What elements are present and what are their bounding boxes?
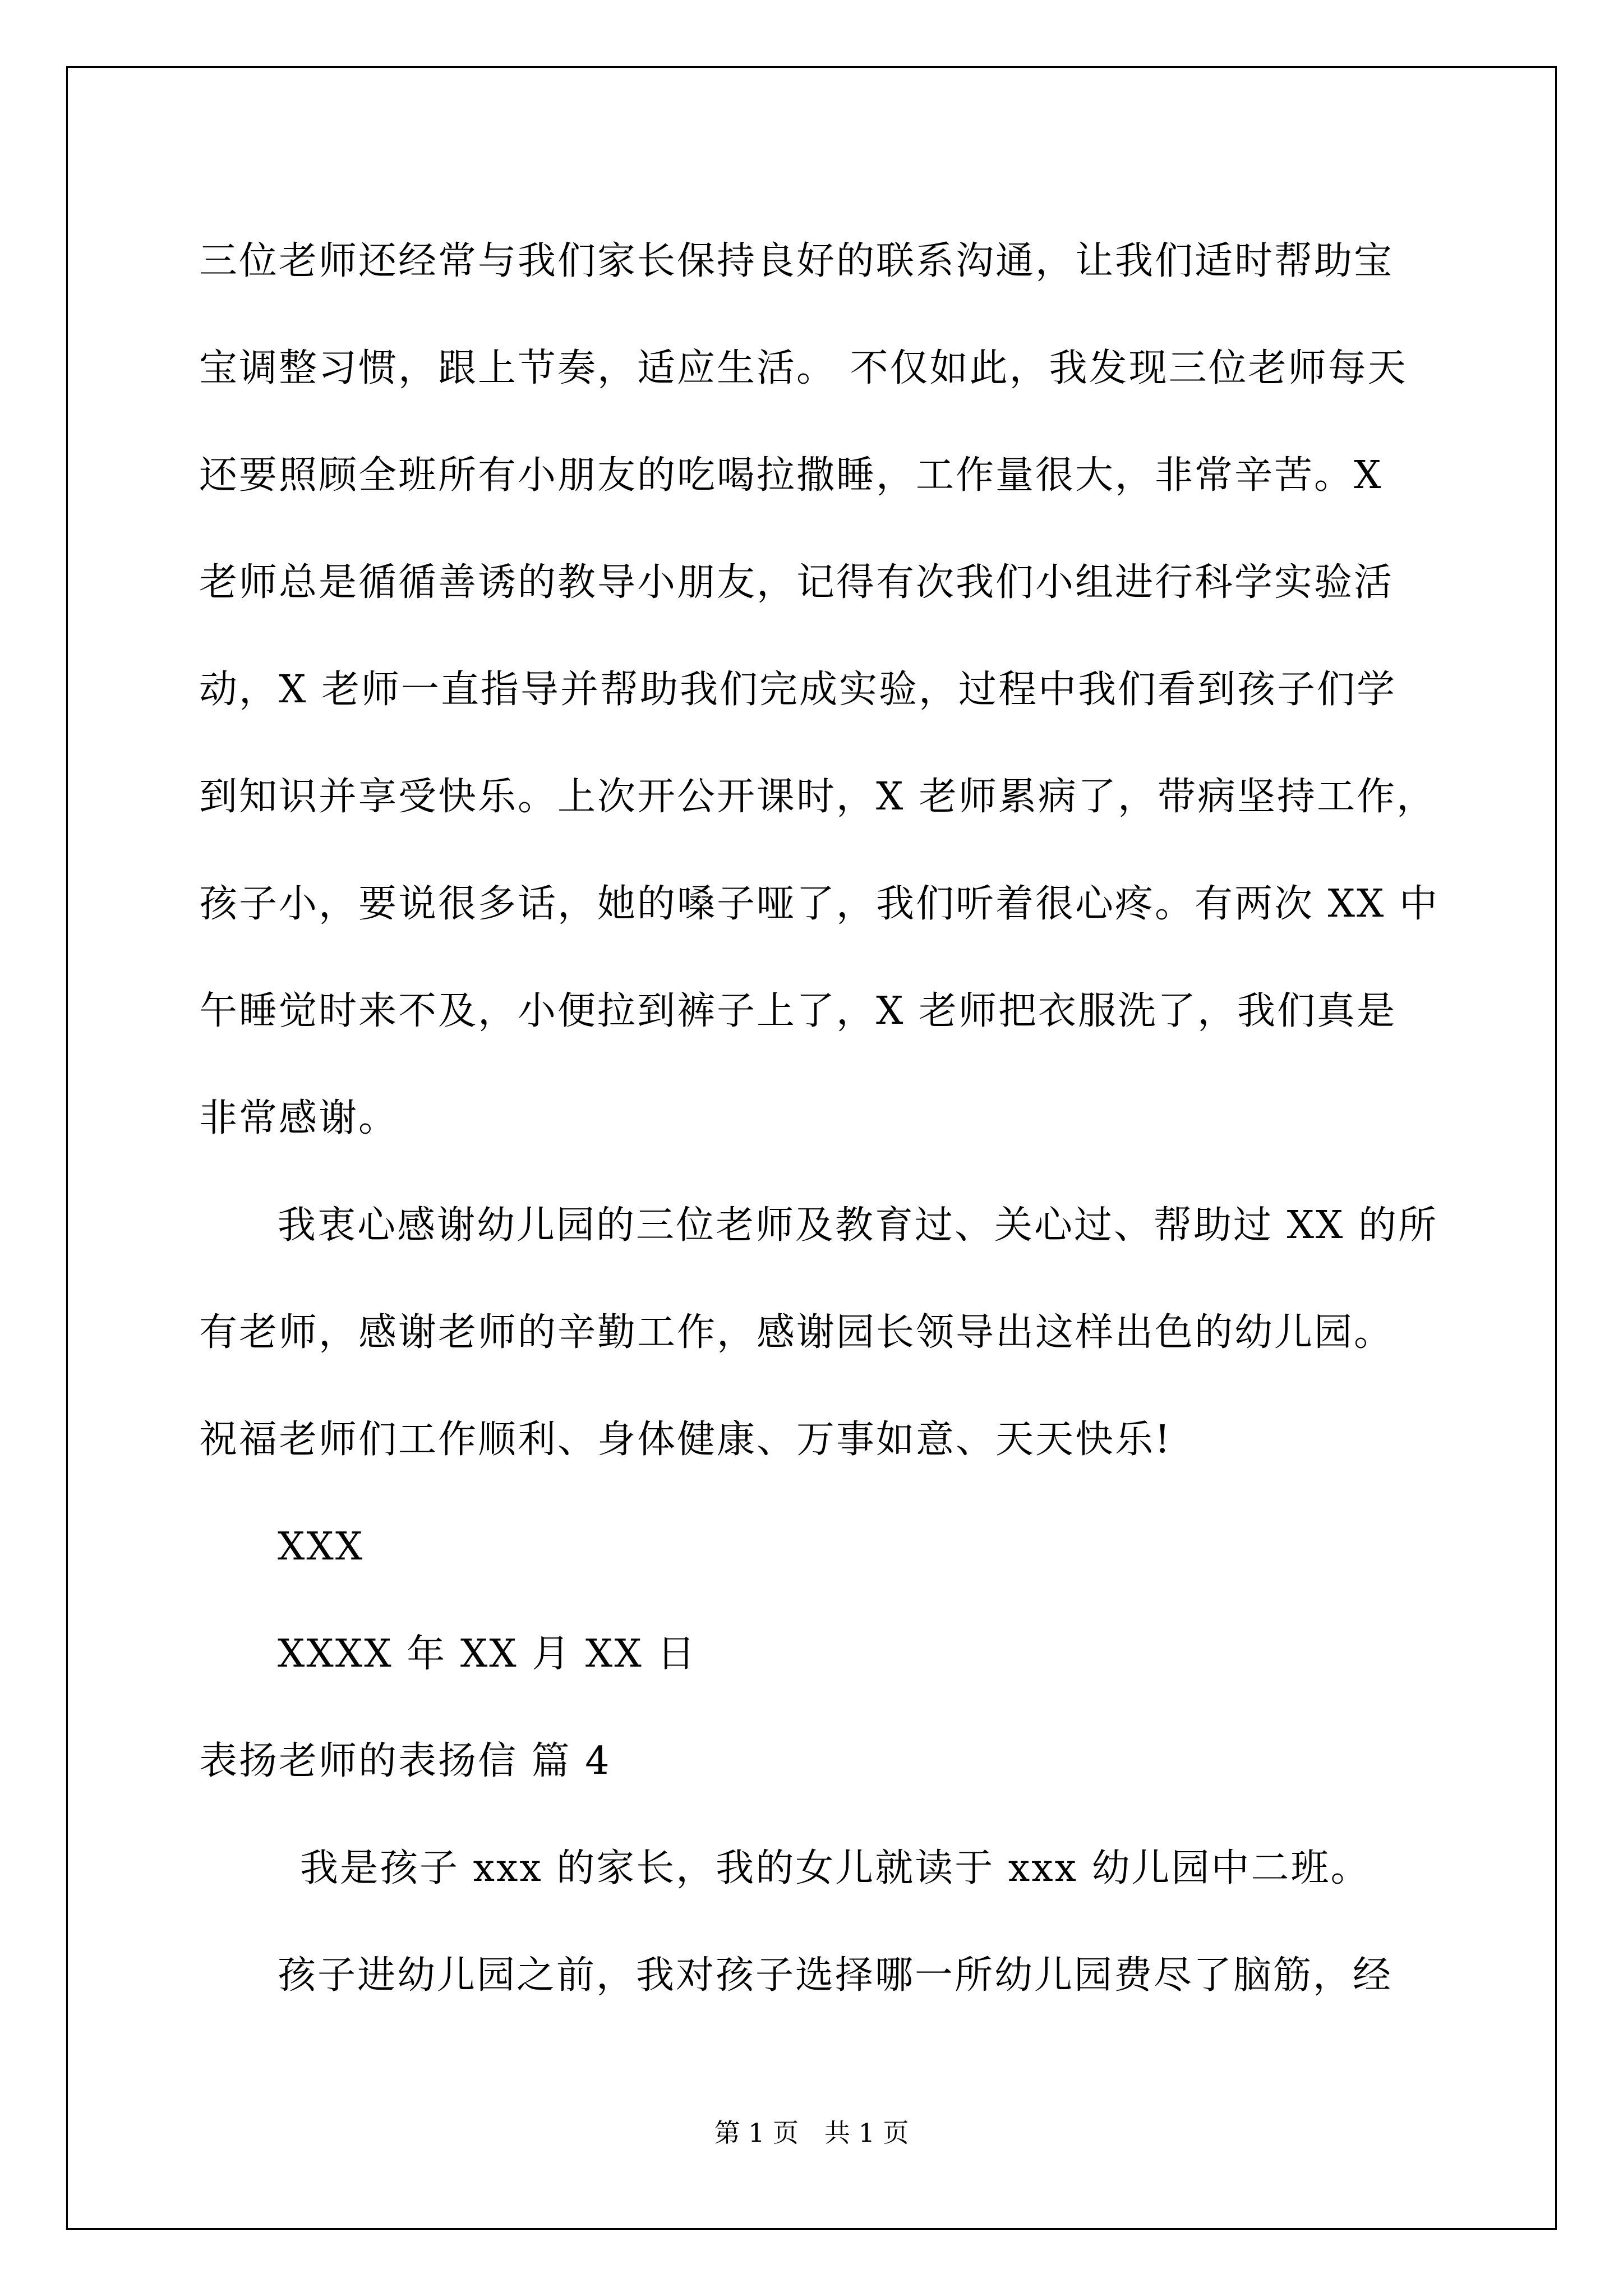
paragraph-line: 非常感谢。	[199, 1096, 399, 1140]
paragraph-line: 午睡觉时来不及，小便拉到裤子上了，X 老师把衣服洗了，我们真是	[199, 989, 1397, 1033]
paragraph-line: 我是孩子 xxx 的家长，我的女儿就读于 xxx 幼儿园中二班。	[300, 1846, 1371, 1890]
paragraph-line: 宝调整习惯，跟上节奏，适应生活。 不仅如此，我发现三位老师每天	[199, 346, 1408, 390]
paragraph-line: 孩子小，要说很多话，她的嗓子哑了，我们听着很心疼。有两次 XX 中	[199, 882, 1440, 926]
paragraph-line: 动，X 老师一直指导并帮助我们完成实验，过程中我们看到孩子们学	[199, 668, 1397, 712]
document-body	[199, 208, 1440, 2029]
signature-date: XXXX 年 XX 月 XX 日	[278, 1632, 697, 1676]
paragraph-line: 有老师，感谢老师的辛勤工作，感谢园长领导出这样出色的幼儿园。	[199, 1310, 1394, 1355]
paragraph-line: 孩子进幼儿园之前，我对孩子选择哪一所幼儿园费尽了脑筋，经	[278, 1953, 1393, 1998]
paragraph-line: 三位老师还经常与我们家长保持良好的联系沟通，让我们适时帮助宝	[199, 239, 1394, 283]
paragraph-line: 我衷心感谢幼儿园的三位老师及教育过、关心过、帮助过 XX 的所	[278, 1203, 1438, 1248]
paragraph-line: 祝福老师们工作顺利、身体健康、万事如意、天天快乐!	[199, 1418, 1172, 1462]
paragraph-line: 到知识并享受快乐。上次开公开课时，X 老师累病了，带病坚持工作，	[199, 775, 1437, 819]
page-footer: 第 1 页 共 1 页	[714, 2118, 909, 2148]
paragraph-line: 老师总是循循善诱的教导小朋友，记得有次我们小组进行科学实验活	[199, 560, 1394, 605]
signature-name: XXX	[278, 1525, 365, 1569]
paragraph-line: 还要照顾全班所有小朋友的吃喝拉撒睡，工作量很大，非常辛苦。X	[199, 453, 1383, 498]
section-heading: 表扬老师的表扬信 篇 4	[199, 1739, 611, 1783]
